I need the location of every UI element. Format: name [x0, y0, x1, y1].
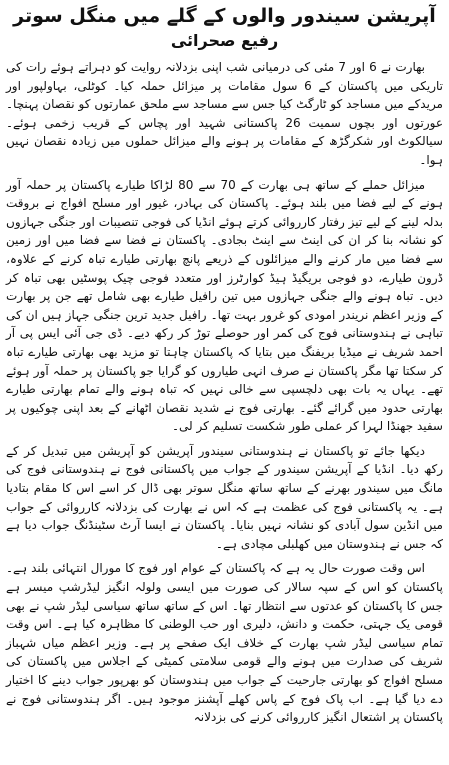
article-author: رفیع صحرائی — [170, 31, 279, 50]
article-paragraph: دیکھا جائے تو پاکستان نے ہندوستانی سیندور آپریشن کو آپریشن میں تبدیل کر کے رکھ دیا۔ انڈیا کے آپریشن سیندور کے جواب میں پاکستانی فوج نے ہندوستانی فوج کی مانگ میں سیندور بھرنے کے ساتھ ساتھ منگل سوتر بھی ڈال کر اسے اس کا مقام بتادیا ہے۔ یہ پاکستانی فوج کی عظمت ہے کہ اس نے بھارت کی بزدلانہ کارروائی کے جواب میں انڈین سول آبادی کو نشانہ نہیں بنایا۔ پاکستان نے ایسا آرٹ سٹینڈنگ جواب دیا ہے کہ جس نے ہندوستان میں کھلبلی مچادی ہے۔ — [6, 443, 443, 551]
article-paragraph: اس وقت صورت حال یہ ہے کہ پاکستان کے عوام اور فوج کا مورال انتہائی بلند ہے۔ پاکستان کو اس کے سپہ سالار کی صورت میں ایسی ولولہ انگیز لیڈرشپ میسر ہے جس کا پاکستان کو عدتوں سے انتظار تھا۔ اس کے ساتھ ساتھ سیاسی لیڈر شپ نے بھی قومی یک جہتی، حکمت و دانش، دلیری اور حب الوطنی کا مظاہرہ کیا ہے۔ اس وقت تمام سیاسی لیڈر شپ بھارت کے خلاف ایک صفحے پر ہے۔ وزیر اعظم میاں شہباز شریف کی صدارت میں ہونے والے قومی سلامتی کمیٹی کے اجلاس میں پاکستان کی مسلح افواج کو بھارتی جارحیت کے جواب میں ہندوستان کو بھرپور جواب دینے کا اختیار دے دیا گیا ہے۔ اب پاک فوج کے پاس کھلے آپشنز موجود ہیں۔ اگر ہندوستانی فوج نے پاکستان پر اشتعال انگیز کارروائی کرنے کی بزدلانہ — [6, 561, 443, 725]
article-paragraph: میزائل حملے کے ساتھ ہی بھارت کے 70 سے 80 لڑاکا طیارے پاکستان پر حملہ آور ہونے کے لیے فضا میں بلند ہوئے۔ پاکستان کی بہادر، غیور اور مسلح افواج نے بروقت بدلہ لینے کے لیے تیز رفتار کارروائی کرتے ہوئے انڈیا کی فوجی تنصیبات اور جنگی جہازوں کو نشانہ بنا کر ان کی اینٹ سے اینٹ بجادی۔ پاکستان نے فضا سے فضا میں اور زمین سے فضا میں مار کرنے والے میزائلوں کے ذریعے پانچ بھارتی طیارے تباہ کرنے کے علاوہ، ڈرون طیارے، دو فوجی بریگیڈ ہیڈ کوارٹرز اور متعدد فوجی چیک پوسٹیں بھی تباہ کر دیں۔ تباہ ہونے والے جنگی جہازوں میں تین رافیل طیارے بھی شامل تھے جن پر بھارت کے وزیر اعظم نریندر امودی کو غرور بہت تھا۔ رافیل جدید ترین جنگی جہاز ہیں ان کی تباہی نے ہندوستانی فوج کی کمر اور حوصلے توڑ کر رکھ دیے۔ ڈی جی آئی ایس پی آر احمد شریف نے میڈیا بریفنگ میں بتایا کہ پاکستان چاہتا تو مزید بھی بھارتی طیارے تباہ کر سکتا تھا مگر پاکستان نے صرف انہی طیاروں کو گرایا جو پاکستان پر حملہ آور ہوئے تھے۔ یہاں یہ بات بھی دلچسپی سے خالی نہیں کہ تباہ ہونے والے تمام بھارتی طیارے بھارتی حدود میں گرائے گئے۔ بھارتی فوج نے شدید نقصان اٹھانے کے بعد اپنی چوکیوں پر سفید جھنڈا لہرا کر عملی طور شکست تسلیم کر لی۔ — [6, 177, 443, 434]
article-title: آپریشن سیندور والوں کے گلے میں منگل سوتر — [13, 5, 436, 27]
article-paragraph: بھارت نے 6 اور 7 مئی کی درمیانی شب اپنی بزدلانہ روایت کو دہراتے ہوئے رات کی تاریکی میں پاکستان کے 6 سول مقامات پر میزائل حملہ کیا۔ کوٹلی، بہاولپور اور مریدکے میں مساجد کو ٹارگٹ کیا جس سے مساجد سے ملحق عمارتوں کو نقصان پہنچا۔ عورتوں اور بچوں سمیت 26 پاکستانی شہید اور پچاس کے قریب زخمی ہوئے۔ سیالکوٹ اور شکرگڑھ کے مقامات پر ہونے والے میزائل حملوں میں زیادہ نقصان نہیں ہوا۔ — [6, 60, 443, 167]
article-body — [6, 58, 443, 727]
